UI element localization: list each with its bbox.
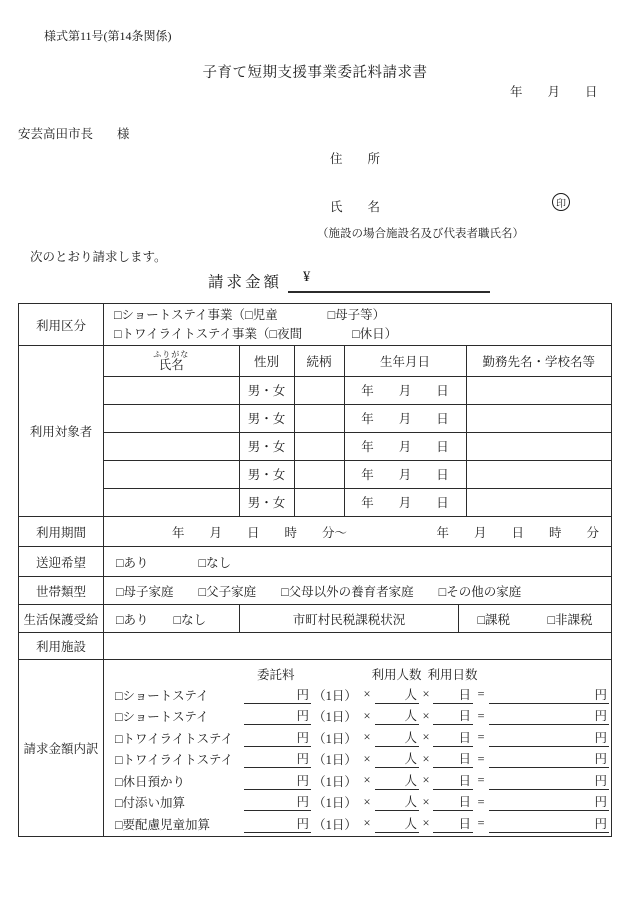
breakdown-row bbox=[104, 813, 611, 835]
multiply-sign: × bbox=[422, 773, 430, 788]
days-blank: 日 bbox=[433, 793, 473, 811]
total-blank: 円 bbox=[489, 707, 609, 725]
user-row bbox=[104, 404, 611, 432]
col-name-header: ふりがな 氏名 bbox=[104, 346, 239, 376]
workplace-cell bbox=[466, 488, 611, 516]
people-blank: 人 bbox=[375, 815, 419, 833]
equals-sign: = bbox=[477, 773, 485, 788]
per-day-label: （1日） bbox=[313, 796, 357, 811]
total-blank: 円 bbox=[489, 772, 609, 790]
breakdown-item-label: □要配慮児童加算 bbox=[115, 817, 211, 832]
multiply-sign: × bbox=[363, 708, 371, 723]
welfare-options: □あり □なし bbox=[104, 605, 240, 632]
amount-blank bbox=[288, 269, 490, 293]
date-line: 年 月 日 bbox=[510, 85, 598, 99]
name-cell bbox=[104, 488, 239, 516]
col-relation-header: 続柄 bbox=[294, 346, 344, 376]
multiply-sign: × bbox=[363, 773, 371, 788]
user-row bbox=[104, 432, 611, 460]
household-label: 世帯類型 bbox=[19, 577, 104, 604]
sex-cell: 男・女 bbox=[239, 404, 294, 432]
breakdown-item-label: □ショートステイ bbox=[115, 710, 209, 725]
fee-blank: 円 bbox=[244, 793, 311, 811]
relation-cell bbox=[294, 460, 344, 488]
breakdown-row bbox=[104, 727, 611, 749]
fee-blank: 円 bbox=[244, 686, 311, 704]
col-days-header: 利用日数 bbox=[427, 668, 478, 682]
household-options: □母子家庭 □父子家庭 □父母以外の養育者家庭 □その他の家庭 bbox=[116, 584, 522, 599]
birthdate-cell: 年 月 日 bbox=[344, 460, 466, 488]
breakdown-item-label: □休日預かり bbox=[115, 774, 186, 789]
total-blank: 円 bbox=[489, 750, 609, 768]
multiply-sign: × bbox=[422, 794, 430, 809]
sex-cell: 男・女 bbox=[239, 460, 294, 488]
row-facility bbox=[19, 632, 611, 659]
breakdown-item-label: □トワイライトステイ bbox=[115, 731, 234, 746]
breakdown-row bbox=[104, 706, 611, 728]
facility-value bbox=[104, 633, 611, 659]
per-day-label: （1日） bbox=[313, 710, 357, 725]
facility-note: （施設の場合施設名及び代表者職氏名） bbox=[317, 228, 524, 240]
equals-sign: = bbox=[477, 687, 485, 702]
people-blank: 人 bbox=[375, 729, 419, 747]
multiply-sign: × bbox=[422, 708, 430, 723]
multiply-sign: × bbox=[422, 687, 430, 702]
usage-option-twilight: □トワイライトステイ事業（□夜間 □休日） bbox=[114, 327, 398, 341]
furigana-label: ふりがな bbox=[153, 349, 190, 359]
users-grid bbox=[104, 346, 611, 516]
people-blank: 人 bbox=[375, 750, 419, 768]
usage-category-label: 利用区分 bbox=[19, 304, 104, 345]
users-label: 利用対象者 bbox=[19, 346, 104, 516]
pickup-label: 送迎希望 bbox=[19, 547, 104, 576]
breakdown-row bbox=[104, 792, 611, 814]
users-header-row bbox=[104, 346, 611, 376]
col-fee-header: 委託料 bbox=[257, 668, 295, 682]
row-period bbox=[19, 516, 611, 546]
per-day-label: （1日） bbox=[313, 731, 357, 746]
workplace-cell bbox=[466, 460, 611, 488]
workplace-cell bbox=[466, 432, 611, 460]
days-blank: 日 bbox=[433, 750, 473, 768]
per-day-label: （1日） bbox=[313, 817, 357, 832]
per-day-label: （1日） bbox=[313, 688, 357, 703]
total-blank: 円 bbox=[489, 793, 609, 811]
people-blank: 人 bbox=[375, 793, 419, 811]
days-blank: 日 bbox=[433, 729, 473, 747]
row-pickup bbox=[19, 546, 611, 576]
breakdown-content bbox=[104, 660, 611, 836]
tax-status-label: 市町村民税課税状況 bbox=[240, 605, 459, 632]
multiply-sign: × bbox=[422, 730, 430, 745]
name-cell bbox=[104, 432, 239, 460]
total-blank: 円 bbox=[489, 815, 609, 833]
user-row bbox=[104, 488, 611, 516]
multiply-sign: × bbox=[363, 816, 371, 831]
equals-sign: = bbox=[477, 816, 485, 831]
col-sex-header: 性別 bbox=[239, 346, 294, 376]
welfare-content bbox=[104, 605, 611, 632]
equals-sign: = bbox=[477, 751, 485, 766]
breakdown-row bbox=[104, 684, 611, 706]
pickup-options: □あり □なし bbox=[116, 555, 232, 570]
col-birthdate-header: 生年月日 bbox=[344, 346, 466, 376]
days-blank: 日 bbox=[433, 815, 473, 833]
intro-text: 次のとおり請求します。 bbox=[30, 250, 167, 264]
per-day-label: （1日） bbox=[313, 774, 357, 789]
period-from-blank: 年 月 日 時 分～ bbox=[172, 525, 348, 540]
sex-cell: 男・女 bbox=[239, 432, 294, 460]
period-to-blank: 年 月 日 時 分 bbox=[436, 525, 599, 540]
total-blank: 円 bbox=[489, 686, 609, 704]
multiply-sign: × bbox=[363, 730, 371, 745]
birthdate-cell: 年 月 日 bbox=[344, 488, 466, 516]
addressee-honorific: 様 bbox=[117, 127, 130, 141]
row-welfare bbox=[19, 604, 611, 632]
user-row bbox=[104, 460, 611, 488]
multiply-sign: × bbox=[363, 687, 371, 702]
multiply-sign: × bbox=[363, 751, 371, 766]
sex-cell: 男・女 bbox=[239, 376, 294, 404]
fee-blank: 円 bbox=[244, 815, 311, 833]
amount-label: 請求金額 bbox=[208, 274, 283, 291]
row-users bbox=[19, 345, 611, 516]
name-label: 氏 名 bbox=[330, 200, 381, 214]
workplace-cell bbox=[466, 376, 611, 404]
name-cell bbox=[104, 460, 239, 488]
relation-cell bbox=[294, 376, 344, 404]
relation-cell bbox=[294, 404, 344, 432]
breakdown-row bbox=[104, 749, 611, 771]
user-row bbox=[104, 376, 611, 404]
yen-sign: ¥ bbox=[303, 269, 311, 285]
fee-blank: 円 bbox=[244, 707, 311, 725]
name-cell bbox=[104, 404, 239, 432]
addressee-line bbox=[18, 124, 130, 142]
name-cell bbox=[104, 376, 239, 404]
period-label: 利用期間 bbox=[19, 517, 104, 546]
days-blank: 日 bbox=[433, 772, 473, 790]
multiply-sign: × bbox=[363, 794, 371, 809]
birthdate-cell: 年 月 日 bbox=[344, 376, 466, 404]
people-blank: 人 bbox=[375, 772, 419, 790]
birthdate-cell: 年 月 日 bbox=[344, 404, 466, 432]
relation-cell bbox=[294, 488, 344, 516]
multiply-sign: × bbox=[422, 751, 430, 766]
people-blank: 人 bbox=[375, 686, 419, 704]
equals-sign: = bbox=[477, 794, 485, 809]
welfare-label: 生活保護受給 bbox=[19, 605, 104, 632]
sex-cell: 男・女 bbox=[239, 488, 294, 516]
fee-blank: 円 bbox=[244, 772, 311, 790]
row-household bbox=[19, 576, 611, 604]
total-blank: 円 bbox=[489, 729, 609, 747]
row-usage-category bbox=[19, 304, 611, 345]
fee-blank: 円 bbox=[244, 729, 311, 747]
breakdown-header bbox=[104, 664, 611, 684]
equals-sign: = bbox=[477, 730, 485, 745]
row-breakdown bbox=[19, 659, 611, 836]
form-table bbox=[18, 303, 612, 837]
equals-sign: = bbox=[477, 708, 485, 723]
days-blank: 日 bbox=[433, 707, 473, 725]
page-title: 子育て短期支援事業委託料請求書 bbox=[202, 65, 428, 81]
relation-cell bbox=[294, 432, 344, 460]
breakdown-row bbox=[104, 770, 611, 792]
breakdown-label: 請求金額内訳 bbox=[19, 660, 104, 836]
workplace-cell bbox=[466, 404, 611, 432]
per-day-label: （1日） bbox=[313, 753, 357, 768]
birthdate-cell: 年 月 日 bbox=[344, 432, 466, 460]
people-blank: 人 bbox=[375, 707, 419, 725]
facility-label: 利用施設 bbox=[19, 633, 104, 659]
breakdown-item-label: □付添い加算 bbox=[115, 796, 186, 811]
col-workplace-header: 勤務先名・学校名等 bbox=[466, 346, 611, 376]
addressee-name: 安芸高田市長 bbox=[18, 127, 94, 141]
breakdown-item-label: □ショートステイ bbox=[115, 688, 209, 703]
seal-icon: 印 bbox=[552, 193, 570, 211]
usage-option-shortstay: □ショートステイ事業（□児童 □母子等） bbox=[114, 308, 386, 322]
address-label: 住 所 bbox=[330, 152, 381, 166]
tax-status-options: □課税 □非課税 bbox=[477, 612, 593, 627]
form-number: 様式第11号(第14条関係) bbox=[44, 29, 172, 43]
period-value bbox=[104, 517, 611, 546]
breakdown-item-label: □トワイライトステイ bbox=[115, 753, 234, 768]
days-blank: 日 bbox=[433, 686, 473, 704]
usage-category-options bbox=[104, 304, 611, 345]
col-users-header: 利用人数 bbox=[371, 668, 422, 682]
users-grid-wrap bbox=[104, 346, 611, 516]
multiply-sign: × bbox=[422, 816, 430, 831]
fee-blank: 円 bbox=[244, 750, 311, 768]
